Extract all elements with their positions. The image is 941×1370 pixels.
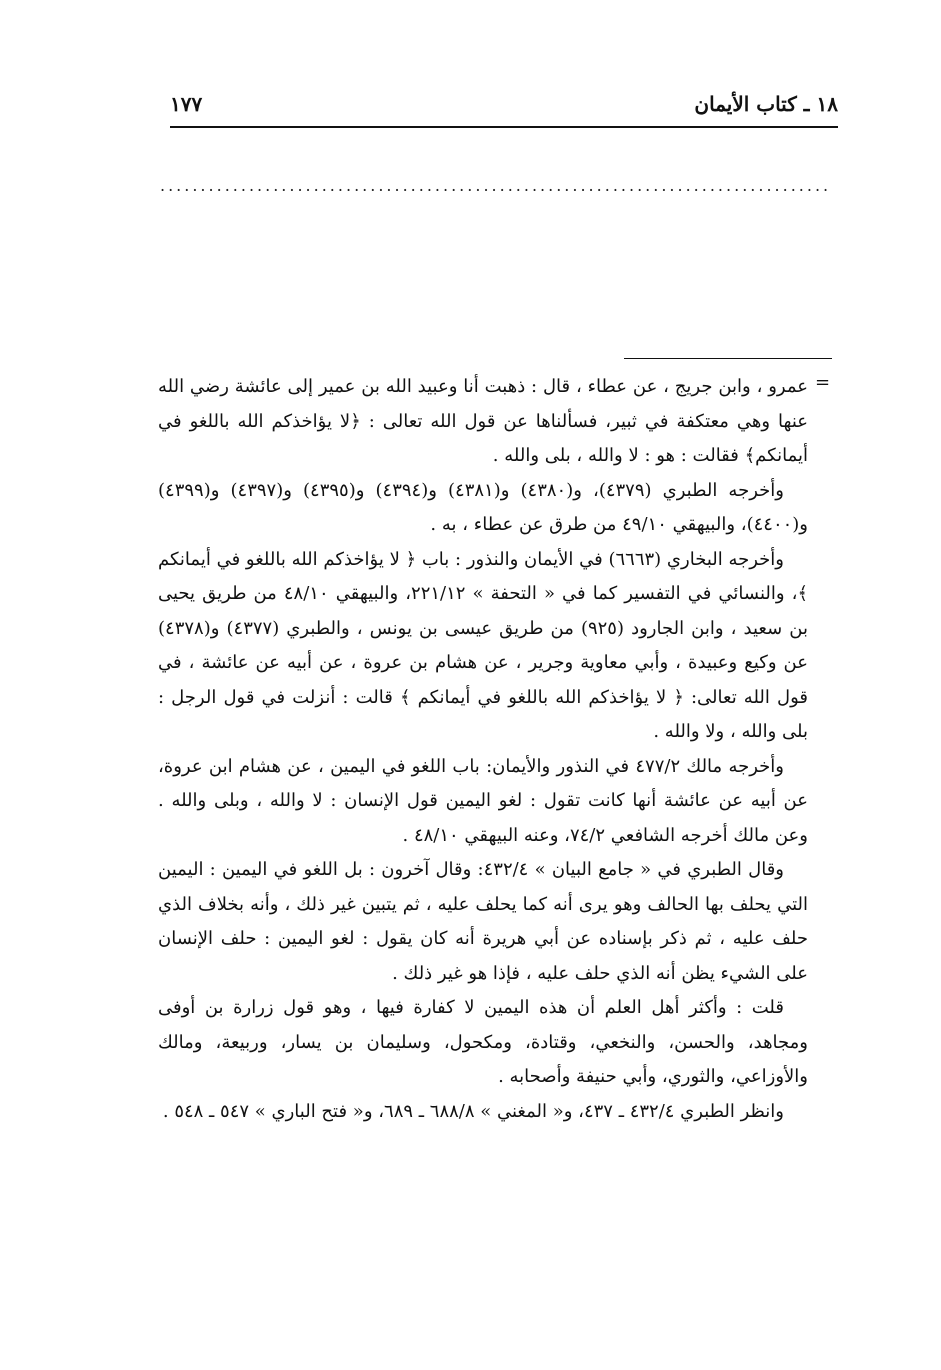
dotted-separator: ...................................................................................: [160, 176, 832, 195]
header-rule: [170, 126, 838, 128]
footnote-paragraph: عمرو ، وابن جريج ، عن عطاء ، قال : ذهبت أنا وعبيد الله بن عمير إلى عائشة رضي الله عنها وهي معتكفة في ثبير، فسألناها عن قول الله تعالى : ﴿لا يؤاخذكم الله باللغو في أيمانكم﴾ فقالت : هو : لا والله ، بلى والله .: [158, 376, 808, 466]
chapter-title: ١٨ ـ كتاب الأيمان: [694, 92, 838, 116]
footnote-paragraph: وأخرجه مالك ٤٧٧/٢ في النذور والأيمان: باب اللغو في اليمين ، عن هشام ابن عروة، عن أبيه عن عائشة أنها كانت تقول : لغو اليمين قول الإنسان : لا والله ، وبلى والله . وعن مالك أخرجه الشافعي ٧٤/٢، وعنه البيهقي ٤٨/١٠ .: [158, 755, 808, 846]
page-number: ١٧٧: [170, 92, 203, 116]
footnote-paragraph: قلت : وأكثر أهل العلم أن هذه اليمين لا كفارة فيها ، وهو قول زرارة بن أوفى ومجاهد، والحسن، والنخعي، وقتادة، ومكحول، وسليمان بن يسار، وربيعة، ومالك والأوزاعي، والثوري، وأبي حنيفة وأصحابه .: [158, 997, 808, 1087]
page-header: [170, 92, 838, 122]
footnote-body: [158, 370, 808, 1129]
footnote-paragraph: وأخرجه البخاري (٦٦٦٣) في الأيمان والنذور : باب ﴿ لا يؤاخذكم الله باللغو في أيمانكم ﴾، والنسائي في التفسير كما في « التحفة » ٢٢١/١٢، والبيهقي ٤٨/١٠ من طريق يحيى بن سعيد ، وابن الجارود (٩٢٥) من طريق عيسى بن يونس ، والطبري (٤٣٧٧) و(٤٣٧٨) عن وكيع وعبيدة ، وأبي معاوية وجرير ، عن هشام بن عروة ، عن أبيه عن عائشة ، في قول الله تعالى: ﴿ لا يؤاخذكم الله باللغو في أيمانكم ﴾ قالت : أنزلت في قول الرجل : بلى والله ، ولا والله .: [158, 548, 808, 742]
continuation-mark: =: [815, 372, 831, 393]
footnote-paragraph: وانظر الطبري ٤٣٢/٤ ـ ٤٣٧، و« المغني » ٦٨٨/٨ ـ ٦٨٩، و« فتح الباري » ٥٤٧ ـ ٥٤٨ .: [162, 1100, 784, 1122]
footnote-paragraph: وأخرجه الطبري (٤٣٧٩)، و(٤٣٨٠) و(٤٣٨١) و(٤٣٩٤) و(٤٣٩٥) و(٤٣٩٧) و(٤٣٩٩) و(٤٤٠٠)، والبيهقي ٤٩/١٠ من طرق عن عطاء ، به .: [158, 479, 808, 535]
footnote-rule: [624, 358, 832, 359]
footnote-paragraph: وقال الطبري في « جامع البيان » ٤٣٢/٤: وقال آخرون : بل اللغو في اليمين : اليمين التي يحلف بها الحالف وهو يرى أنه كما يحلف عليه ، ثم يتبين غير ذلك ، وأنه بخلاف الذي حلف عليه ، ثم ذكر بإسناده عن أبي هريرة أنه كان يقول : لغو اليمين : حلف الإنسان على الشيء يظن أنه الذي حلف عليه ، فإذا هو غير ذلك .: [158, 859, 808, 984]
